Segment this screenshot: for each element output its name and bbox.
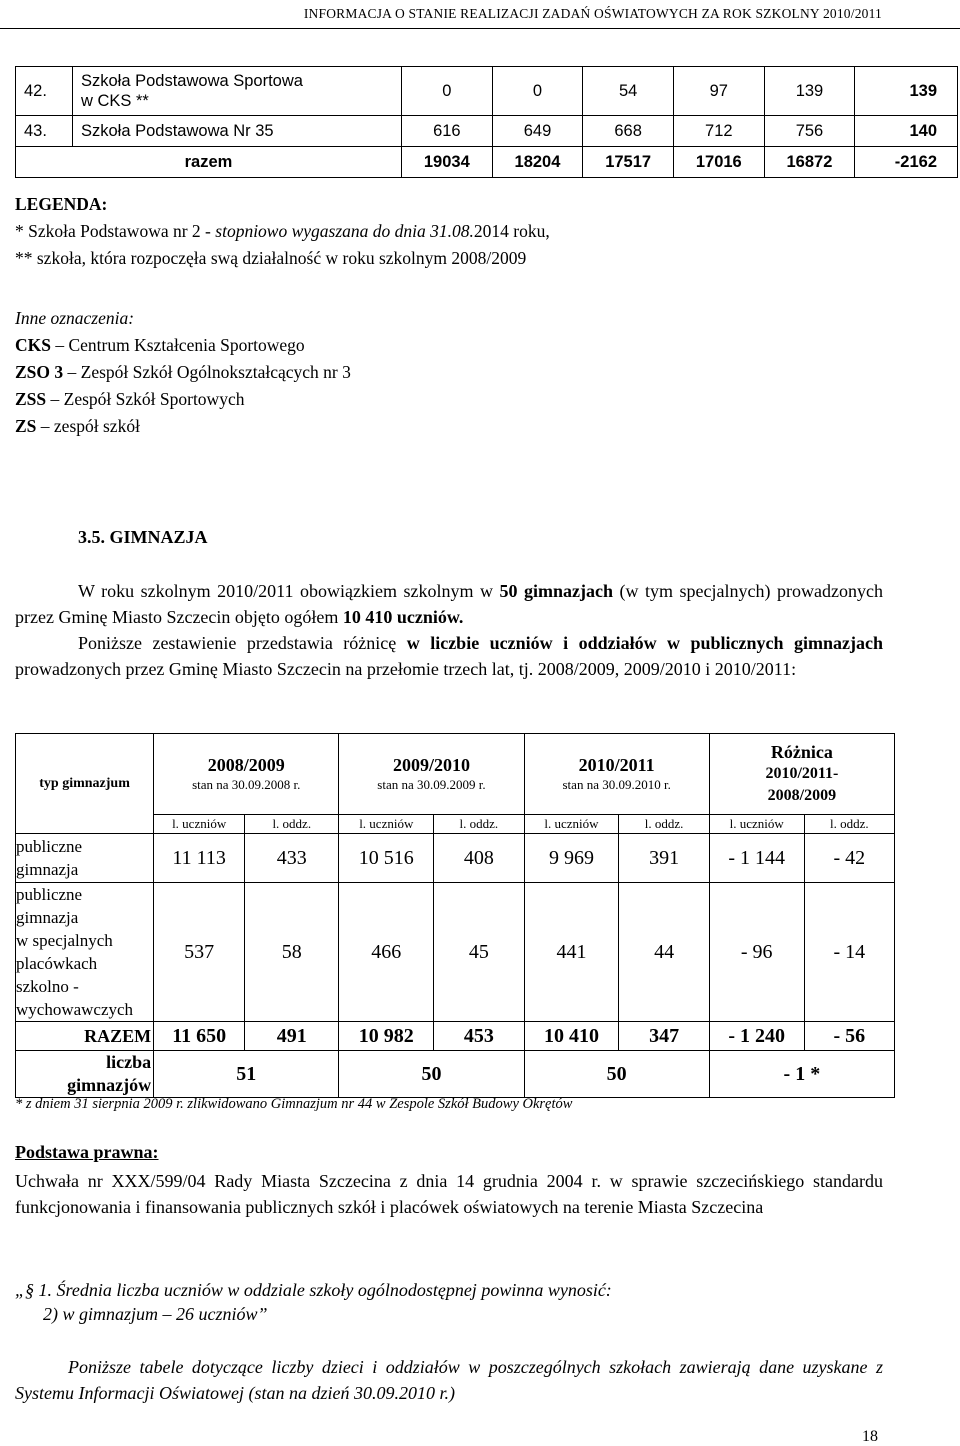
students-col: l. uczniów [709, 815, 804, 834]
value-cell: 11 650 [154, 1022, 245, 1051]
year-header: 2009/2010 stan na 30.09.2009 r. [339, 734, 524, 815]
value-cell: 391 [619, 834, 709, 883]
students-col: l. uczniów [154, 815, 245, 834]
legal-basis-text: Uchwała nr XXX/599/04 Rady Miasta Szczecina z dnia 14 grudnia 2004 r. w sprawie szczecińskiego standardu funkcjonowania i finansowania publicznych szkół i placówek oświatowych na terenie Miasta Szczecina [15, 1171, 883, 1217]
header-divider [0, 28, 960, 29]
total-row [16, 1022, 895, 1051]
abbreviations [15, 305, 351, 440]
diff-header: Różnica 2010/2011- 2008/2009 [709, 734, 894, 815]
value-cell: 97 [673, 67, 764, 116]
value-cell: 9 969 [524, 834, 619, 883]
year-header: 2008/2009 stan na 30.09.2008 r. [154, 734, 339, 815]
students-col: l. uczniów [339, 815, 434, 834]
count-label: liczba gimnazjów [16, 1051, 154, 1098]
value-cell: 10 982 [339, 1022, 434, 1051]
value-cell: 491 [245, 1022, 339, 1051]
students-col: l. uczniów [524, 815, 619, 834]
table-row [16, 67, 958, 116]
value-cell: 408 [434, 834, 524, 883]
units-col: l. oddz. [804, 815, 894, 834]
abbreviations-title: Inne oznaczenia: [15, 308, 135, 328]
value-cell: 16872 [764, 147, 855, 178]
year-header: 2010/2011 stan na 30.09.2010 r. [524, 734, 709, 815]
gimnazja-table [15, 733, 895, 1098]
row-label: publiczne gimnazja [16, 834, 154, 883]
abbreviation-item: ZSO 3 – Zespół Szkół Ogólnokształcących nr 3 [15, 362, 351, 382]
diff-cell: -2162 [855, 147, 958, 178]
value-cell: 0 [492, 67, 583, 116]
value-cell: - 56 [804, 1022, 894, 1051]
value-cell: 17517 [583, 147, 674, 178]
value-cell: 54 [583, 67, 674, 116]
total-label: RAZEM [16, 1022, 154, 1051]
count-row [16, 1051, 895, 1098]
value-cell: 50 [339, 1051, 524, 1098]
abbreviation-item: CKS – Centrum Kształcenia Sportowego [15, 335, 305, 355]
table-header-row [16, 734, 895, 815]
value-cell: 10 516 [339, 834, 434, 883]
row-number: 42. [16, 67, 73, 116]
paragraph: W roku szkolnym 2010/2011 obowiązkiem szkolnym w 50 gimnazjach (w tym specjalnych) prowadzonych przez Gminę Miasto Szczecin objęto ogółem 10 410 uczniów. [15, 581, 883, 627]
value-cell: 10 410 [524, 1022, 619, 1051]
value-cell: 45 [434, 883, 524, 1022]
table-row [16, 883, 895, 1022]
value-cell: 756 [764, 116, 855, 147]
legal-basis-title: Podstawa prawna: [15, 1142, 159, 1162]
value-cell: 51 [154, 1051, 339, 1098]
footnote: * z dniem 31 sierpnia 2009 r. zlikwidowano Gimnazjum nr 44 w Zespole Szkół Budowy Okrętów [15, 1096, 573, 1112]
legend-line: ** szkoła, która rozpoczęła swą działalność w roku szkolnym 2008/2009 [15, 248, 527, 268]
legend [15, 191, 550, 272]
value-cell: 139 [764, 67, 855, 116]
units-col: l. oddz. [245, 815, 339, 834]
page-header: INFORMACJA O STANIE REALIZACJI ZADAŃ OŚWIATOWYCH ZA ROK SZKOLNY 2010/2011 [303, 6, 882, 21]
value-cell: 537 [154, 883, 245, 1022]
school-name: Szkoła Podstawowa Sportowa w CKS ** [73, 67, 402, 116]
value-cell: 712 [673, 116, 764, 147]
value-cell: 649 [492, 116, 583, 147]
value-cell: 44 [619, 883, 709, 1022]
legend-title: LEGENDA: [15, 194, 108, 214]
value-cell: 433 [245, 834, 339, 883]
value-cell: 0 [402, 67, 493, 116]
units-col: l. oddz. [619, 815, 709, 834]
value-cell: 453 [434, 1022, 524, 1051]
row-label: publiczne gimnazja w specjalnych placówkach szkolno - wychowawczych [16, 883, 154, 1022]
value-cell: 616 [402, 116, 493, 147]
value-cell: - 1 144 [709, 834, 804, 883]
abbreviation-item: ZS – zespół szkół [15, 416, 140, 436]
schools-table [15, 66, 958, 178]
diff-cell: 139 [855, 67, 958, 116]
value-cell: 19034 [402, 147, 493, 178]
units-col: l. oddz. [434, 815, 524, 834]
note: Poniższe tabele dotyczące liczby dzieci i oddziałów w poszczególnych szkołach zawierają dane uzyskane z Systemu Informacji Oświatowej (stan na dzień 30.09.2010 r.) [15, 1357, 883, 1403]
table-row [16, 834, 895, 883]
type-header: typ gimnazjum [16, 734, 154, 834]
value-cell: - 1 240 [709, 1022, 804, 1051]
value-cell: 466 [339, 883, 434, 1022]
value-cell: - 1 * [709, 1051, 894, 1098]
school-name: Szkoła Podstawowa Nr 35 [73, 116, 402, 147]
page-number: 18 [862, 1428, 878, 1445]
table-row [16, 116, 958, 147]
value-cell: - 42 [804, 834, 894, 883]
value-cell: - 14 [804, 883, 894, 1022]
value-cell: 58 [245, 883, 339, 1022]
value-cell: 18204 [492, 147, 583, 178]
value-cell: 50 [524, 1051, 709, 1098]
value-cell: 441 [524, 883, 619, 1022]
row-number: 43. [16, 116, 73, 147]
value-cell: - 96 [709, 883, 804, 1022]
value-cell: 668 [583, 116, 674, 147]
value-cell: 11 113 [154, 834, 245, 883]
legend-line: * Szkoła Podstawowa nr 2 - stopniowo wygaszana do dnia 31.08.2014 roku, [15, 221, 550, 241]
paragraph: Poniższe zestawienie przedstawia różnicę w liczbie uczniów i oddziałów w publicznych gimnazjach prowadzonych przez Gminę Miasto Szczecin na przełomie trzech lat, tj. 2008/2009, 2009/2010 i 2010/2011: [15, 633, 884, 679]
section-heading: 3.5. GIMNAZJA [78, 527, 208, 547]
quote: „§ 1. Średnia liczba uczniów w oddziale szkoły ogólnodostępnej powinna wynosić: 2) w gimnazjum – 26 uczniów” [15, 1280, 612, 1324]
diff-cell: 140 [855, 116, 958, 147]
abbreviation-item: ZSS – Zespół Szkół Sportowych [15, 389, 245, 409]
total-label: razem [16, 147, 402, 178]
value-cell: 347 [619, 1022, 709, 1051]
value-cell: 17016 [673, 147, 764, 178]
total-row [16, 147, 958, 178]
